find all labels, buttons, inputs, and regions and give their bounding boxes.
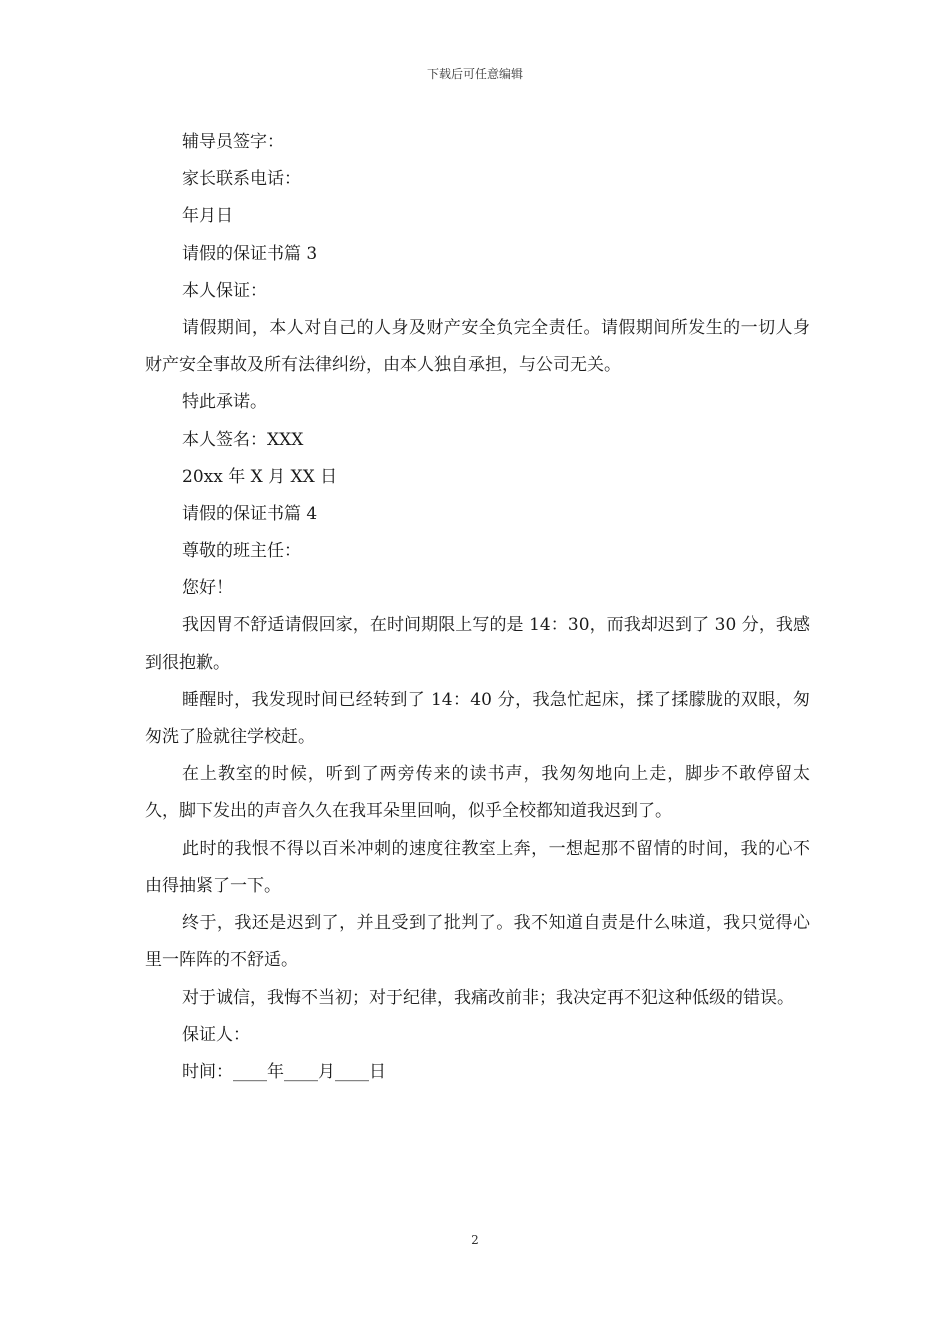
signature-line: 本人签名：XXX <box>182 429 304 450</box>
salutation-line: 尊敬的班主任： <box>182 541 301 562</box>
body-paragraph-3: 在上教室的时候，听到了两旁传来的读书声，我匆匆地向上走，脚步不敢停留太久，脚下发出的声音久久在我耳朵里回响，似乎全校都知道我迟到了。 <box>145 764 810 822</box>
date-line-3: 20xx 年 X 月 XX 日 <box>182 466 338 487</box>
page-number: 2 <box>471 1233 479 1247</box>
body-paragraph-2: 睡醒时，我发现时间已经转到了 14：40 分，我急忙起床，揉了揉朦胧的双眼，匆匆洗了脸就往学校赶。 <box>145 689 810 748</box>
body-paragraph-1: 我因胃不舒适请假回家，在时间期限上写的是 14：30，而我却迟到了 30 分，我感到很抱歉。 <box>145 615 810 673</box>
greeting-line: 您好！ <box>182 578 233 599</box>
body-paragraph-6: 对于诚信，我悔不当初；对于纪律，我痛改前非；我决定再不犯这种低级的错误。 <box>182 987 794 1008</box>
guarantor-line: 保证人： <box>182 1024 250 1045</box>
section-title-4: 请假的保证书篇 4 <box>182 503 318 524</box>
section-title-3: 请假的保证书篇 3 <box>182 243 318 264</box>
document-body <box>145 124 810 1091</box>
date-blank-line: 年月日 <box>182 206 233 227</box>
body-paragraph-5: 终于，我还是迟到了，并且受到了批判了。我不知道自责是什么味道，我只觉得心里一阵阵的不舒适。 <box>145 913 810 971</box>
leave-safety-paragraph: 请假期间，本人对自己的人身及财产安全负完全责任。请假期间所发生的一切人身财产安全事故及所有法律纠纷，由本人独自承担，与公司无关。 <box>145 317 810 376</box>
time-line: 时间：____年____月____日 <box>182 1061 386 1082</box>
parent-phone-line: 家长联系电话： <box>182 169 301 190</box>
counselor-signature-line: 辅导员签字： <box>182 132 284 152</box>
page-header: 下载后可任意编辑 <box>426 67 523 81</box>
body-paragraph-4: 此时的我恨不得以百米冲刺的速度往教室上奔，一想起那不留情的时间，我的心不由得抽紧了一下。 <box>145 838 810 896</box>
guarantee-line: 本人保证： <box>182 280 267 301</box>
promise-line: 特此承诺。 <box>182 392 267 413</box>
